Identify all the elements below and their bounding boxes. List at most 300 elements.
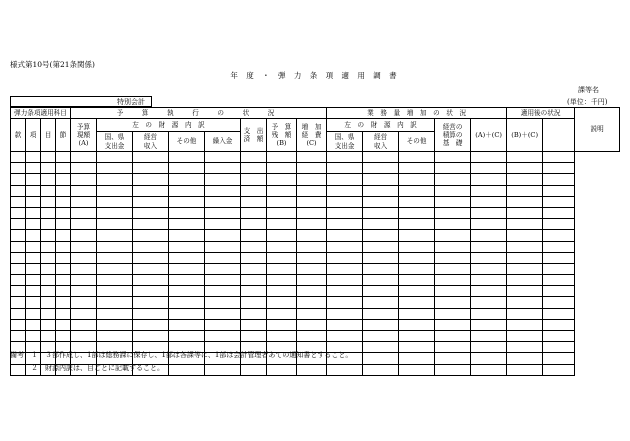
table-cell [471,241,507,252]
management-basis-header: 経営の 積算の 基 礎 [435,119,471,152]
table-cell [241,241,267,252]
table-cell [26,185,41,196]
table-cell [267,275,297,286]
table-cell [507,174,543,185]
table-cell [11,331,26,342]
table-cell [56,275,71,286]
table-cell [543,364,575,375]
table-cell [97,185,133,196]
table-cell [26,319,41,330]
table-row [11,241,620,252]
table-cell [11,163,26,174]
payment-amount-header: 支 出 済 額 [241,119,267,152]
table-cell [327,297,363,308]
table-cell [507,364,543,375]
table-cell [71,196,97,207]
table-cell [97,196,133,207]
table-cell [56,286,71,297]
table-cell [399,219,435,230]
table-cell [133,275,169,286]
table-cell [507,342,543,353]
table-cell [399,319,435,330]
table-cell [11,152,26,163]
table-cell [133,219,169,230]
table-cell [327,286,363,297]
table-cell [26,174,41,185]
table-cell [327,174,363,185]
table-cell [241,263,267,274]
table-cell [267,263,297,274]
table-cell [297,241,327,252]
table-cell [133,230,169,241]
form-number-label: 様式第10号(第21条関係) [10,60,95,69]
table-cell [71,163,97,174]
table-cell [507,252,543,263]
after-application-group-header: 適用後の状況 [507,108,575,119]
table-cell [435,342,471,353]
table-cell [435,252,471,263]
table-cell [363,252,399,263]
table-cell [297,275,327,286]
table-cell [471,319,507,330]
table-cell [241,308,267,319]
table-cell [97,152,133,163]
table-cell [327,163,363,174]
table-cell [507,230,543,241]
table-cell [133,297,169,308]
table-cell [169,364,205,375]
table-cell [241,319,267,330]
table-cell [327,331,363,342]
table-cell [71,308,97,319]
table-cell [471,230,507,241]
table-cell [543,286,575,297]
table-cell [205,196,241,207]
table-cell [363,185,399,196]
kou-header: 項 [26,119,41,152]
table-cell [11,252,26,263]
table-cell [363,319,399,330]
table-row [11,196,620,207]
table-cell [26,275,41,286]
table-cell [543,196,575,207]
table-cell [133,207,169,218]
table-cell [205,308,241,319]
table-cell [399,207,435,218]
increase-cost-header: 増 加 経 費 (C) [297,119,327,152]
table-cell [205,286,241,297]
table-cell [205,263,241,274]
table-cell [205,163,241,174]
table-cell [56,319,71,330]
table-cell [97,241,133,252]
table-cell [97,174,133,185]
table-cell [11,196,26,207]
table-cell [297,207,327,218]
table-cell [169,207,205,218]
table-cell [97,252,133,263]
table-cell [297,252,327,263]
table-cell [26,196,41,207]
table-cell [471,308,507,319]
table-cell [267,364,297,375]
table-cell [205,319,241,330]
table-cell [11,286,26,297]
table-cell [97,331,133,342]
table-cell [267,163,297,174]
table-cell [26,252,41,263]
budget-exec-group-header: 予 算 執 行 の 状 況 [71,108,327,119]
table-cell [471,207,507,218]
table-cell [399,353,435,364]
table-cell [133,319,169,330]
table-cell [11,319,26,330]
table-row [11,207,620,218]
table-cell [363,286,399,297]
table-cell [435,207,471,218]
table-cell [507,286,543,297]
table-cell [507,308,543,319]
table-cell [363,263,399,274]
table-cell [543,163,575,174]
table-cell [205,275,241,286]
table-cell [133,152,169,163]
table-cell [267,196,297,207]
table-cell [297,174,327,185]
management-revenue-header-1: 経営 収入 [133,132,169,152]
table-cell [399,364,435,375]
table-cell [41,297,56,308]
table-cell [363,230,399,241]
unit-label: (単位：千円) [567,98,608,106]
table-cell [26,230,41,241]
table-cell [41,196,56,207]
table-cell [97,286,133,297]
table-cell [11,297,26,308]
table-cell [41,219,56,230]
table-cell [297,308,327,319]
table-cell [327,263,363,274]
table-cell [11,275,26,286]
table-cell [435,196,471,207]
table-cell [169,185,205,196]
table-cell [41,331,56,342]
table-cell [363,342,399,353]
table-cell [11,219,26,230]
table-cell [507,297,543,308]
table-cell [327,308,363,319]
table-cell [169,252,205,263]
table-cell [543,207,575,218]
table-cell [435,219,471,230]
table-row [11,331,620,342]
table-cell [267,185,297,196]
table-cell [363,364,399,375]
table-cell [543,241,575,252]
table-cell [327,230,363,241]
table-cell [267,331,297,342]
table-cell [41,241,56,252]
table-cell [363,207,399,218]
table-cell [297,185,327,196]
explanation-header: 説明 [575,108,620,152]
table-cell [241,219,267,230]
table-row [11,185,620,196]
table-cell [169,230,205,241]
table-cell [26,207,41,218]
table-cell [11,263,26,274]
table-cell [399,230,435,241]
table-cell [543,342,575,353]
table-cell [435,185,471,196]
table-cell [435,152,471,163]
table-cell [133,252,169,263]
table-cell [267,241,297,252]
table-cell [267,207,297,218]
table-cell [543,174,575,185]
b-plus-c-header: (B)＋(C) [507,119,543,152]
table-cell [71,207,97,218]
table-cell [56,263,71,274]
table-cell [327,207,363,218]
pref-subsidy-header-2: 国、県 支出金 [327,132,363,152]
table-cell [471,174,507,185]
table-cell [435,263,471,274]
table-cell [543,297,575,308]
table-cell [297,219,327,230]
table-cell [471,219,507,230]
table-cell [435,241,471,252]
table-cell [41,252,56,263]
table-cell [133,196,169,207]
table-cell [435,230,471,241]
table-cell [507,263,543,274]
table-cell [241,185,267,196]
other-header-2: その他 [399,132,435,152]
table-cell [399,308,435,319]
table-cell [543,263,575,274]
table-cell [363,297,399,308]
table-cell [435,331,471,342]
table-row [11,174,620,185]
table-cell [241,196,267,207]
table-cell [399,286,435,297]
table-cell [363,275,399,286]
table-cell [56,174,71,185]
subject-group-header: 弾力条項適用科目 [11,108,71,119]
table-cell [471,297,507,308]
table-cell [399,152,435,163]
table-cell [507,207,543,218]
table-cell [297,319,327,330]
table-cell [169,319,205,330]
table-cell [205,174,241,185]
table-cell [169,331,205,342]
table-cell [297,196,327,207]
table-cell [71,286,97,297]
table-cell [26,163,41,174]
table-cell [71,219,97,230]
table-cell [543,275,575,286]
table-cell [11,241,26,252]
table-row [11,152,620,163]
table-cell [56,196,71,207]
table-cell [205,252,241,263]
table-cell [56,152,71,163]
table-cell [71,263,97,274]
table-cell [507,219,543,230]
table-cell [471,342,507,353]
table-cell [11,185,26,196]
table-cell [56,297,71,308]
table-cell [11,174,26,185]
table-cell [133,241,169,252]
source-breakdown-header-1: 左 の 財 源 内 訳 [97,119,241,132]
table-cell [41,230,56,241]
table-cell [169,196,205,207]
table-cell [26,263,41,274]
table-cell [507,275,543,286]
table-cell [399,163,435,174]
table-cell [435,174,471,185]
table-cell [471,152,507,163]
setsu-header: 節 [56,119,71,152]
table-cell [543,152,575,163]
table-cell [97,297,133,308]
table-body [11,152,620,376]
table-cell [471,364,507,375]
table-cell [41,263,56,274]
table-cell [169,241,205,252]
table-cell [41,207,56,218]
table-cell [399,331,435,342]
table-cell [267,252,297,263]
table-cell [435,286,471,297]
table-cell [26,241,41,252]
table-cell [169,219,205,230]
table-cell [507,241,543,252]
table-cell [205,331,241,342]
kan-header: 款 [11,119,26,152]
table-cell [97,263,133,274]
table-cell [363,152,399,163]
budget-amount-header: 予算 現額 (A) [71,119,97,152]
table-cell [11,207,26,218]
table-cell [133,185,169,196]
table-cell [399,185,435,196]
pref-subsidy-header-1: 国、県 支出金 [97,132,133,152]
table-cell [56,207,71,218]
table-cell [205,364,241,375]
table-row [11,163,620,174]
table-cell [267,230,297,241]
table-cell [399,297,435,308]
table-cell [471,353,507,364]
table-cell [471,275,507,286]
table-cell [26,219,41,230]
table-cell [297,152,327,163]
table-cell [41,185,56,196]
table-cell [97,319,133,330]
table-cell [241,364,267,375]
table-cell [543,252,575,263]
table-cell [205,152,241,163]
transfer-header: 繰入金 [205,132,241,152]
table-cell [297,331,327,342]
table-cell [507,152,543,163]
table-cell [363,241,399,252]
table-cell [471,163,507,174]
table-cell [71,185,97,196]
table-cell [169,263,205,274]
table-cell [267,308,297,319]
table-cell [133,331,169,342]
table-cell [241,152,267,163]
table-row [11,263,620,274]
application-table [10,107,620,376]
table-cell [56,331,71,342]
table-cell [471,286,507,297]
budget-remaining-header: 予 算 残 額 (B) [267,119,297,152]
table-row [11,219,620,230]
table-row [11,252,620,263]
table-cell [41,163,56,174]
management-revenue-header-2: 経営 収入 [363,132,399,152]
table-cell [327,219,363,230]
table-row [11,319,620,330]
table-cell [133,163,169,174]
other-header-1: その他 [169,132,205,152]
table-cell [41,286,56,297]
table-cell [471,331,507,342]
table-cell [363,308,399,319]
table-cell [435,319,471,330]
table-cell [399,241,435,252]
table-cell [327,275,363,286]
business-volume-group-header: 業 務 量 増 加 の 状 況 [327,108,507,119]
table-cell [11,308,26,319]
table-cell [97,308,133,319]
table-cell [297,297,327,308]
table-cell [327,319,363,330]
table-cell [297,286,327,297]
table-cell [507,196,543,207]
table-cell [327,364,363,375]
table-cell [363,353,399,364]
table-cell [56,252,71,263]
table-cell [471,252,507,263]
table-cell [205,297,241,308]
table-cell [169,275,205,286]
table-cell [26,297,41,308]
table-cell [26,331,41,342]
table-cell [71,252,97,263]
table-cell [26,152,41,163]
table-row [11,308,620,319]
table-cell [56,185,71,196]
table-row [11,230,620,241]
table-cell [169,152,205,163]
table-cell [241,207,267,218]
table-cell [241,297,267,308]
table-cell [97,275,133,286]
table-cell [297,263,327,274]
table-cell [543,353,575,364]
table-cell [133,308,169,319]
table-cell [543,331,575,342]
document-title: 年 度 ・ 弾 力 条 項 適 用 調 書 [230,71,400,80]
table-cell [507,185,543,196]
